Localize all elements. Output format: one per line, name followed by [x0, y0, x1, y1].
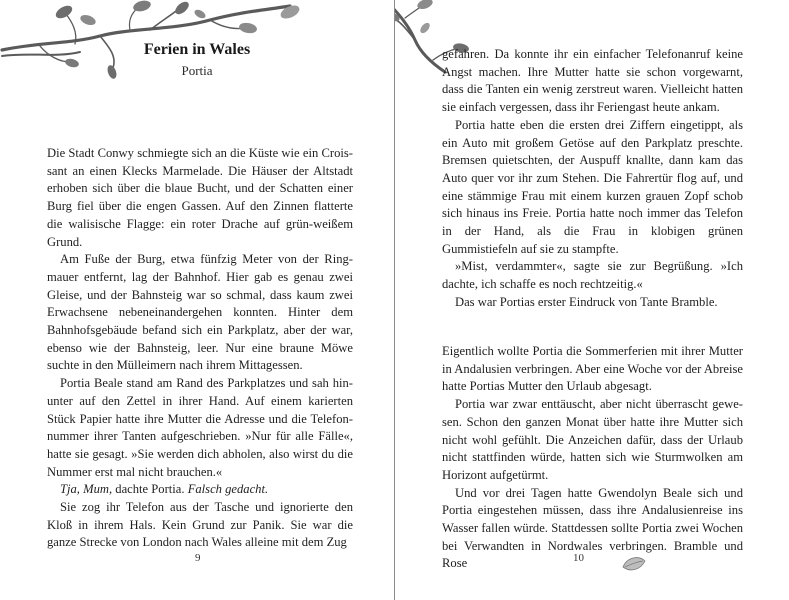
- paragraph: Die Stadt Conwy schmiegte sich an die Küste wie ein Croissant an einen Klecks Marmelade. Die Häuser der Altstadt erhoben sich über die blaue Bucht, und der Schatten einer Burg fiel über die engen Gassen. Auf den Zinnen flatterte die walisische Flagge: ein roter Drache auf grün-weißem Grund.: [47, 146, 353, 249]
- page-number: 10: [573, 552, 584, 564]
- right-page: [395, 0, 789, 600]
- left-page-body: [47, 145, 353, 552]
- page-number: 9: [195, 552, 201, 564]
- paragraph: Eigentlich wollte Portia die Sommerferien mit ihrer Mutter in Andalusien verbringen. Aber eine Woche vor der Abreise hatte Portias Mutter den Urlaub abgesagt.: [442, 344, 743, 394]
- chapter-subtitle: Portia: [181, 63, 213, 78]
- italic-paragraph: [47, 481, 353, 499]
- chapter-title: Ferien in Wales: [143, 41, 251, 58]
- paragraph: Und vor drei Tagen hatte Gwendolyn Beale sich und Portia eingestehen müssen, dass ihre Andalusienreise ins Wasser fallen würde. Stattdessen sollte Portia zwei Wochen bei Verwandten in Nordwales verbringen. Bramble und Rose: [442, 485, 743, 571]
- paragraph: »Mist, verdammter«, sagte sie zur Begrüßung. »Ich dachte, ich schaffe es noch rechtzeitig.«: [442, 259, 743, 292]
- italic-text: Falsch gedacht.: [187, 482, 269, 497]
- paragraph: Portia war zwar enttäuscht, aber nicht überrascht gewesen. Schon den ganzen Monat über hatte ihre Mutter sich nicht wohl gefühlt. Die Anzeichen dafür, dass der Urlaub nicht stattfinden würde, hatten sich wie Sturmwolken am Horizont aufgetürmt.: [442, 397, 743, 482]
- right-page-body-top: [442, 46, 743, 312]
- left-page: [0, 0, 394, 600]
- paragraph: Portia hatte eben die ersten drei Ziffern eingetippt, als ein Auto mit großem Getöse auf den Parkplatz preschte. Bremsen quietschten, der Auspuff knallte, dann kam das Auto quer vor ihr zum Stehen. Die Fahrertür flog auf, und eine stämmige Frau mit einem kurzen grauen Zopf schob sich hinaus ins Freie. Portia hatte noch immer das Telefon in der Hand, als die Frau in klobigen grünen Gummistiefeln auf sie zu stampfte.: [442, 117, 743, 256]
- italic-text: Tja, Mum,: [60, 482, 113, 497]
- paragraph: Am Fuße der Burg, etwa fünfzig Meter von der Ringmauer entfernt, lag der Bahnhof. Hier gab es genau zwei Gleise, und der Bahnsteig war so schmal, dass kaum zwei Erwachsene nebeneinandergehen konnten. Hinter dem Bahnhofsgebäude befand sich ein Parkplatz, aber der war, ebenso wie der Bahnsteig, leer. Nur eine braune Möwe suchte in den Mülleimern nach ihrem Mittagessen.: [47, 252, 353, 373]
- paragraph: Sie zog ihr Telefon aus der Tasche und ignorierte den Kloß in ihrem Hals. Kein Grund zur Panik. Sie war die ganze Strecke von London nach Wales alleine mit dem Zug: [47, 500, 353, 550]
- paragraph: gefahren. Da konnte ihr ein einfacher Telefonanruf keine Angst machen. Ihre Mutter hatte sie schon vorgewarnt, dass die Tanten ein wenig zerstreut waren. Vielleicht hatten sie einfach vergessen, dass ihr Feriengast heute ankam.: [442, 47, 743, 115]
- paragraph: Das war Portias erster Eindruck von Tante Bramble.: [455, 294, 718, 309]
- paragraph: Portia Beale stand am Rand des Parkplatzes und sah hinunter auf den Zettel in ihrer Hand. Auf einem karierten Stück Papier hatte ihre Mutter die Adresse und die Telefonnummer ihrer Tanten aufgeschrieben. »Nur für alle Fälle«, hatte sie gesagt. »Sie werden dich abholen, also wirst du die Nummer erst mal nicht brauchen.«: [47, 376, 353, 479]
- right-page-body-section: [442, 343, 743, 573]
- leaf-icon: [621, 555, 647, 575]
- plain-text: dachte Portia.: [112, 482, 188, 497]
